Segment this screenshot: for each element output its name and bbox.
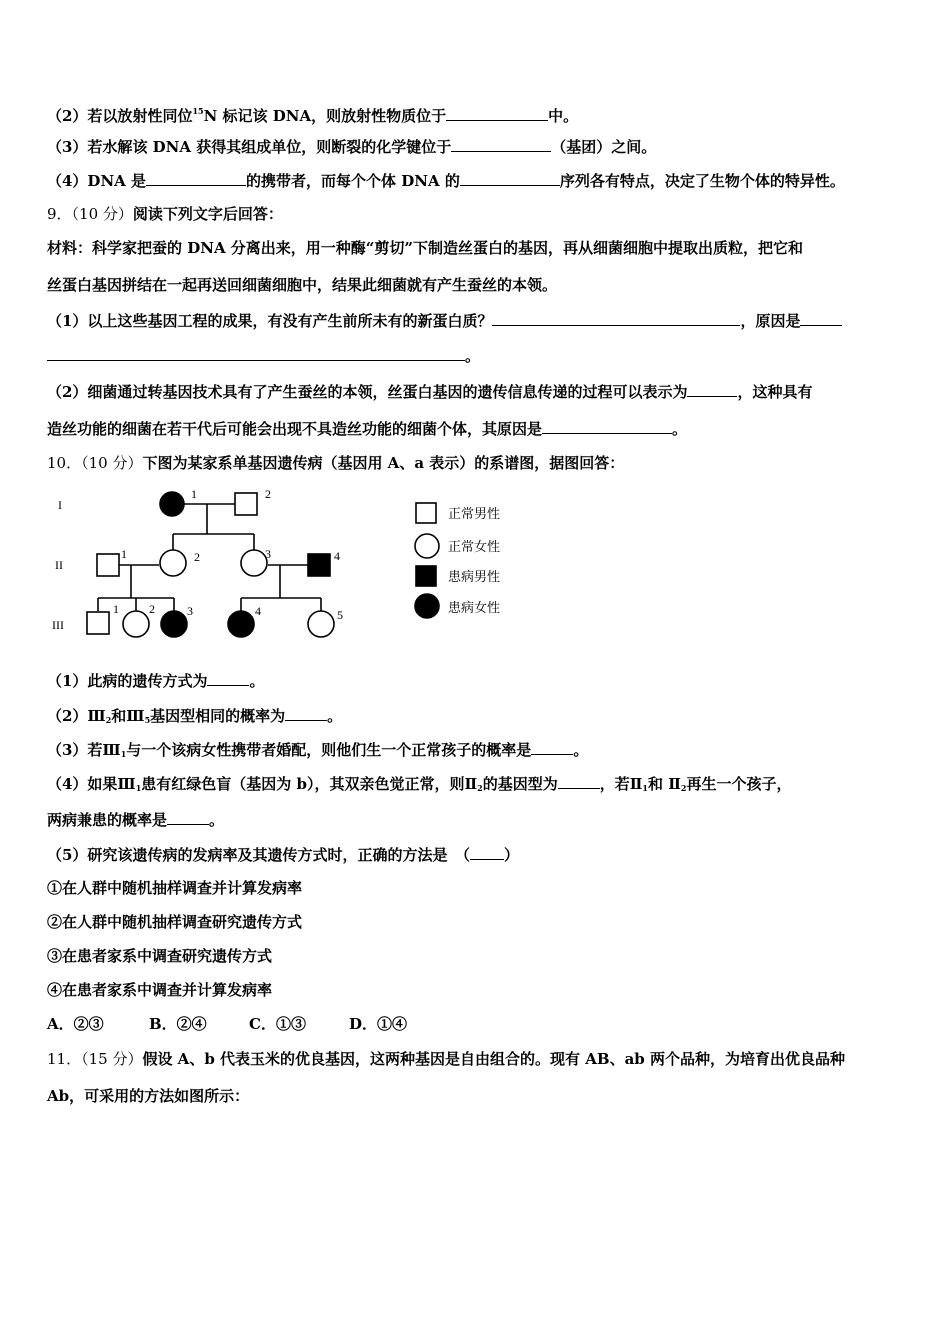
blank[interactable] — [47, 345, 465, 361]
blank[interactable] — [167, 809, 209, 825]
legend-label: 正常女性 — [448, 540, 501, 555]
q9-part2-cont: 造丝功能的细菌在若干代后可能会出现不具造丝功能的细菌个体，其原因是 。 — [47, 420, 688, 438]
q11-text-line2: Ab，可采用的方法如图所示： — [47, 1087, 250, 1105]
q9-material-line1: 材料：科学家把蚕的 DNA 分离出来，用一种酶“剪切”下制造丝蛋白的基因，再从细菌细胞中提取出质粒，把它和 — [47, 239, 804, 257]
blank[interactable] — [451, 136, 551, 152]
pedigree-II3-normal-female — [241, 550, 267, 576]
q8-part2: （2）若以放射性同位$^{15}$N 标记该 DNA，则放射性物质位于 中。 — [47, 106, 579, 125]
blank[interactable] — [285, 705, 327, 721]
blank[interactable] — [446, 105, 548, 121]
legend-label: 患病女性 — [448, 601, 501, 616]
pedigree-I2-normal-male — [235, 493, 257, 515]
blank[interactable] — [146, 170, 246, 186]
q9-part2: （2）细菌通过转基因技术具有了产生蚕丝的本领，丝蛋白基因的遗传信息传递的过程可以表示为 ，这种具有 — [47, 383, 813, 401]
q10-header: 10．（10 分）下图为某家系单基因遗传病（基因用 A、a 表示）的系谱图，据图回答： — [47, 454, 625, 472]
blank[interactable] — [800, 310, 842, 326]
pedigree-II1-normal-male — [97, 554, 119, 576]
legend-label: 正常男性 — [448, 507, 501, 522]
q10-part4-cont: 两病兼患的概率是 。 — [47, 811, 225, 829]
q10-part3: （3）若$Ⅲ_1$与一个该病女性携带者婚配，则他们生一个正常孩子的概率是 。 — [47, 741, 589, 759]
q10-option-2: ②在人群中随机抽样调查研究遗传方式 — [47, 913, 303, 931]
pedigree-III4-affected-female — [228, 611, 254, 637]
individual-number: 2 — [265, 487, 271, 501]
q8-part3: （3）若水解该 DNA 获得其组成单位，则断裂的化学键位于 （基团）之间。 — [47, 138, 657, 156]
q10-option-4: ④在患者家系中调查并计算发病率 — [47, 981, 273, 999]
blank[interactable] — [542, 418, 672, 434]
q9-material-line2: 丝蛋白基因拼结在一起再送回细菌细胞中，结果此细菌就有产生蚕丝的本领。 — [47, 276, 558, 294]
legend-affected-female-symbol — [415, 594, 439, 618]
blank[interactable] — [558, 773, 600, 789]
individual-number: 4 — [334, 549, 340, 563]
individual-number: 3 — [187, 604, 193, 618]
choice-d[interactable]: D．①④ — [349, 1015, 408, 1033]
blank[interactable] — [207, 670, 249, 686]
legend-affected-male-symbol — [416, 566, 436, 586]
pedigree-III2-normal-female — [123, 611, 149, 637]
q9-header: 9．（10 分）阅读下列文字后回答： — [47, 205, 283, 223]
q10-choices — [47, 1014, 407, 1034]
blank[interactable] — [531, 739, 573, 755]
q10-part4: （4）如果$Ⅲ_1$患有红绿色盲（基因为 b），其双亲色觉正常，则$Ⅱ_2$的基因型为 ，若$Ⅱ_1$和 $Ⅱ_2$再生一个孩子， — [47, 775, 792, 793]
individual-number: 1 — [113, 602, 119, 616]
generation-label: III — [52, 618, 64, 632]
individual-number: 1 — [121, 547, 127, 561]
q11-header: 11．（15 分）假设 A、b 代表玉米的优良基因，这两种基因是自由组合的。现有 AB、ab 两个品种，为培育出优良品种 — [47, 1050, 845, 1068]
q10-part1: （1）此病的遗传方式为 。 — [47, 672, 265, 690]
pedigree-II4-affected-male — [308, 554, 330, 576]
legend-normal-female-symbol — [415, 534, 439, 558]
individual-number: 2 — [149, 602, 155, 616]
individual-number: 1 — [191, 487, 197, 501]
legend-label: 患病男性 — [448, 570, 501, 585]
blank[interactable] — [687, 381, 737, 397]
q10-option-1: ①在人群中随机抽样调查并计算发病率 — [47, 879, 303, 897]
choice-c[interactable]: C．①③ — [249, 1015, 306, 1033]
pedigree-I1-affected-female — [160, 492, 184, 516]
pedigree-III5-normal-female — [308, 611, 334, 637]
q10-part5: （5）研究该遗传病的发病率及其遗传方式时，正确的方法是 （ ） — [47, 846, 519, 864]
pedigree-III1-normal-male — [87, 612, 109, 634]
blank[interactable] — [492, 310, 740, 326]
blank[interactable] — [470, 844, 504, 860]
choice-a[interactable]: A．②③ — [47, 1015, 104, 1033]
pedigree-III3-affected-female — [161, 611, 187, 637]
q8-part4: （4）DNA 是 的携带者，而每个个体 DNA 的 序列各有特点，决定了生物个体的特异性。 — [47, 172, 845, 190]
pedigree-chart — [40, 478, 540, 653]
q10-option-3: ③在患者家系中调查研究遗传方式 — [47, 947, 273, 965]
q9-part1-cont: 。 — [47, 345, 480, 366]
individual-number: 2 — [194, 550, 200, 564]
q10-part2: $(2)Ⅲ_2$和$Ⅲ_5$基因型相同的概率为 。 — [47, 707, 343, 725]
q9-part1: （1）以上这些基因工程的成果，有没有产生前所未有的新蛋白质？ ，原因是 — [47, 310, 842, 331]
individual-number: 3 — [265, 547, 271, 561]
pedigree-II2-normal-female — [160, 550, 186, 576]
legend-normal-male-symbol — [416, 503, 436, 523]
individual-number: 5 — [337, 608, 343, 622]
choice-b[interactable]: B．②④ — [149, 1015, 207, 1033]
generation-label: I — [58, 498, 62, 512]
individual-number: 4 — [255, 604, 261, 618]
blank[interactable] — [460, 170, 560, 186]
generation-label: II — [55, 558, 63, 572]
